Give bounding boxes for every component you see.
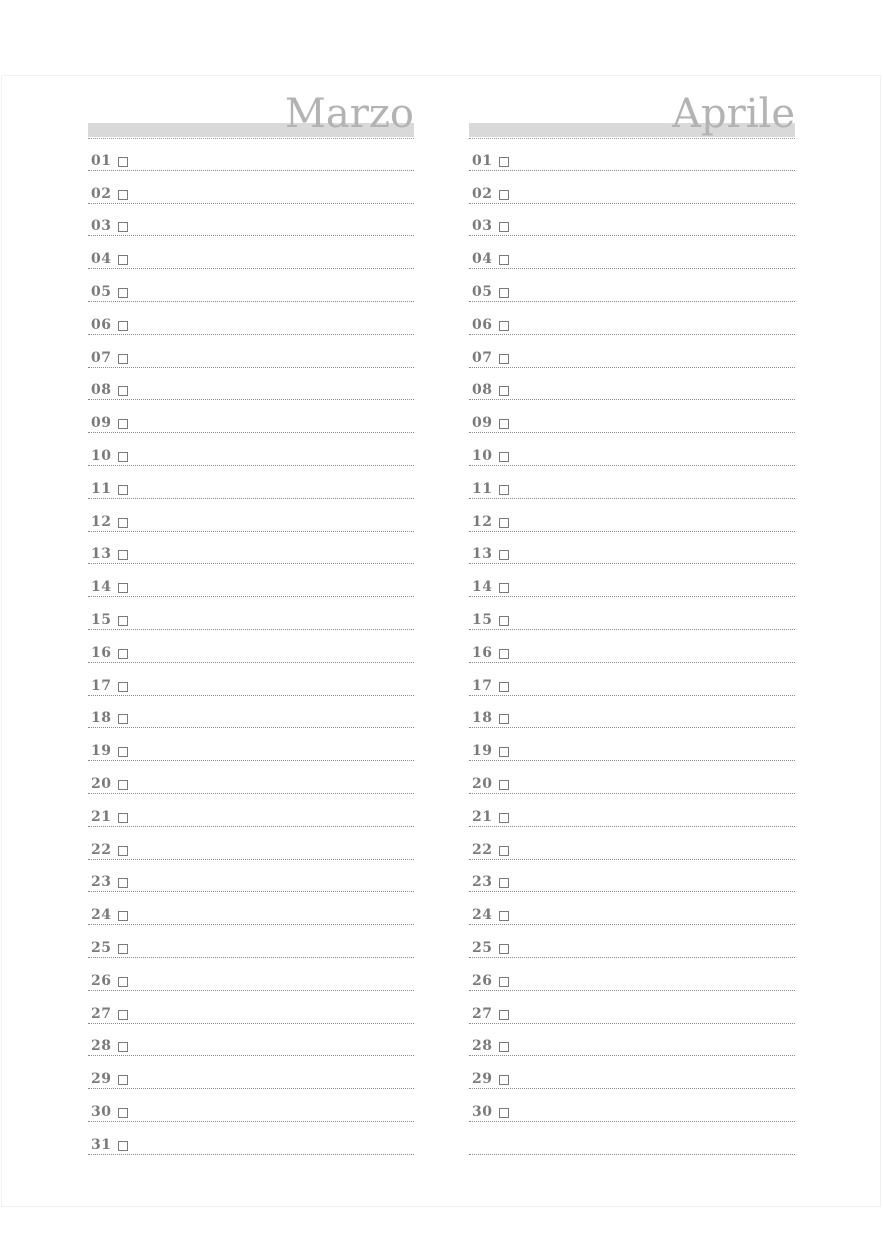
- day-checkbox[interactable]: [499, 583, 509, 593]
- day-checkbox[interactable]: [499, 452, 509, 462]
- day-row: [88, 991, 414, 1024]
- day-checkbox[interactable]: [118, 616, 128, 626]
- day-number: 11: [472, 480, 493, 497]
- day-row: [88, 597, 414, 630]
- day-row: [469, 696, 795, 729]
- day-number: 27: [472, 1005, 493, 1022]
- day-row: [469, 368, 795, 401]
- day-number: 13: [91, 546, 112, 563]
- day-number: 16: [91, 644, 112, 661]
- day-row: [469, 499, 795, 532]
- day-checkbox[interactable]: [499, 977, 509, 987]
- day-number: 19: [91, 743, 112, 760]
- day-checkbox[interactable]: [499, 780, 509, 790]
- day-checkbox[interactable]: [499, 911, 509, 921]
- day-row: [469, 204, 795, 237]
- day-row: [469, 991, 795, 1024]
- day-row: [88, 761, 414, 794]
- day-row: [469, 630, 795, 663]
- day-number: 21: [472, 808, 493, 825]
- day-checkbox[interactable]: [499, 321, 509, 331]
- day-row: [88, 728, 414, 761]
- day-checkbox[interactable]: [118, 649, 128, 659]
- day-row: [88, 204, 414, 237]
- day-row: [469, 925, 795, 958]
- day-checkbox[interactable]: [499, 255, 509, 265]
- day-checkbox[interactable]: [118, 1010, 128, 1020]
- empty-day-row: [469, 1122, 795, 1155]
- day-row: [469, 827, 795, 860]
- day-row: [469, 236, 795, 269]
- day-list: [88, 138, 414, 1155]
- day-number: 28: [472, 1038, 493, 1055]
- day-number: 27: [91, 1005, 112, 1022]
- day-number: 19: [472, 743, 493, 760]
- month-title: Marzo: [284, 91, 414, 137]
- day-number: 15: [91, 611, 112, 628]
- day-number: 26: [91, 972, 112, 989]
- day-checkbox[interactable]: [118, 518, 128, 528]
- day-row: [88, 860, 414, 893]
- day-row: [88, 499, 414, 532]
- day-number: 09: [472, 415, 493, 432]
- day-checkbox[interactable]: [499, 518, 509, 528]
- day-number: 17: [91, 677, 112, 694]
- day-number: 05: [472, 283, 493, 300]
- day-row: [469, 302, 795, 335]
- day-row: [88, 1024, 414, 1057]
- day-number: 20: [472, 775, 493, 792]
- month-header: [469, 75, 795, 138]
- day-checkbox[interactable]: [118, 452, 128, 462]
- day-checkbox[interactable]: [499, 354, 509, 364]
- day-row: [469, 269, 795, 302]
- day-row: [469, 564, 795, 597]
- day-number: 14: [472, 579, 493, 596]
- day-number: 23: [472, 874, 493, 891]
- day-number: 10: [91, 447, 112, 464]
- day-number: 06: [472, 316, 493, 333]
- day-checkbox[interactable]: [118, 157, 128, 167]
- day-row: [469, 433, 795, 466]
- day-row: [88, 335, 414, 368]
- day-number: 30: [91, 1103, 112, 1120]
- day-number: 18: [91, 710, 112, 727]
- day-checkbox[interactable]: [499, 190, 509, 200]
- day-checkbox[interactable]: [118, 747, 128, 757]
- day-row: [88, 433, 414, 466]
- day-checkbox[interactable]: [118, 222, 128, 232]
- day-checkbox[interactable]: [499, 386, 509, 396]
- day-row: [88, 1056, 414, 1089]
- day-row: [88, 892, 414, 925]
- day-row: [88, 269, 414, 302]
- day-row: [88, 138, 414, 171]
- day-number: 17: [472, 677, 493, 694]
- day-row: [88, 236, 414, 269]
- day-checkbox[interactable]: [499, 485, 509, 495]
- day-row: [469, 1024, 795, 1057]
- day-row: [469, 138, 795, 171]
- day-number: 25: [91, 939, 112, 956]
- day-row: [88, 630, 414, 663]
- day-row: [88, 925, 414, 958]
- day-number: 12: [472, 513, 493, 530]
- day-row: [469, 794, 795, 827]
- day-checkbox[interactable]: [118, 1075, 128, 1085]
- day-checkbox[interactable]: [118, 255, 128, 265]
- day-number: 03: [91, 218, 112, 235]
- day-number: 18: [472, 710, 493, 727]
- day-row: [469, 860, 795, 893]
- day-row: [88, 466, 414, 499]
- day-row: [469, 958, 795, 991]
- day-checkbox[interactable]: [118, 846, 128, 856]
- day-checkbox[interactable]: [118, 1141, 128, 1151]
- day-row: [469, 597, 795, 630]
- day-number: 31: [91, 1136, 112, 1153]
- day-row: [88, 368, 414, 401]
- day-row: [469, 663, 795, 696]
- day-number: 29: [91, 1071, 112, 1088]
- day-checkbox[interactable]: [499, 288, 509, 298]
- day-row: [88, 564, 414, 597]
- day-number: 30: [472, 1103, 493, 1120]
- day-checkbox[interactable]: [118, 485, 128, 495]
- day-checkbox[interactable]: [118, 911, 128, 921]
- day-row: [88, 302, 414, 335]
- day-number: 08: [91, 382, 112, 399]
- day-row: [469, 400, 795, 433]
- day-checkbox[interactable]: [118, 386, 128, 396]
- day-checkbox[interactable]: [118, 682, 128, 692]
- day-number: 22: [472, 841, 493, 858]
- day-number: 13: [472, 546, 493, 563]
- day-row: [88, 794, 414, 827]
- day-checkbox[interactable]: [499, 157, 509, 167]
- day-number: 11: [91, 480, 112, 497]
- day-checkbox[interactable]: [499, 1042, 509, 1052]
- day-checkbox[interactable]: [499, 714, 509, 724]
- day-row: [88, 532, 414, 565]
- day-number: 06: [91, 316, 112, 333]
- day-checkbox[interactable]: [118, 878, 128, 888]
- day-number: 21: [91, 808, 112, 825]
- day-checkbox[interactable]: [499, 649, 509, 659]
- day-number: 04: [472, 251, 493, 268]
- day-list: [469, 138, 795, 1155]
- day-checkbox[interactable]: [118, 321, 128, 331]
- day-checkbox[interactable]: [499, 682, 509, 692]
- day-number: 22: [91, 841, 112, 858]
- day-number: 03: [472, 218, 493, 235]
- day-checkbox[interactable]: [499, 419, 509, 429]
- month-title: Aprile: [672, 91, 795, 137]
- day-number: 24: [472, 907, 493, 924]
- day-number: 02: [91, 185, 112, 202]
- day-checkbox[interactable]: [499, 747, 509, 757]
- day-checkbox[interactable]: [499, 550, 509, 560]
- day-checkbox[interactable]: [499, 616, 509, 626]
- day-number: 02: [472, 185, 493, 202]
- day-checkbox[interactable]: [499, 944, 509, 954]
- day-number: 20: [91, 775, 112, 792]
- day-number: 05: [91, 283, 112, 300]
- day-number: 26: [472, 972, 493, 989]
- day-checkbox[interactable]: [118, 1042, 128, 1052]
- day-number: 24: [91, 907, 112, 924]
- day-row: [469, 1089, 795, 1122]
- day-checkbox[interactable]: [499, 1010, 509, 1020]
- day-checkbox[interactable]: [118, 190, 128, 200]
- day-checkbox[interactable]: [118, 944, 128, 954]
- day-number: 12: [91, 513, 112, 530]
- day-row: [88, 1122, 414, 1155]
- day-number: 10: [472, 447, 493, 464]
- day-row: [469, 1056, 795, 1089]
- day-checkbox[interactable]: [118, 714, 128, 724]
- day-checkbox[interactable]: [499, 846, 509, 856]
- month-column-april: [469, 75, 795, 1155]
- day-row: [469, 171, 795, 204]
- day-row: [469, 728, 795, 761]
- day-checkbox[interactable]: [499, 878, 509, 888]
- day-checkbox[interactable]: [499, 813, 509, 823]
- day-number: 04: [91, 251, 112, 268]
- day-checkbox[interactable]: [118, 354, 128, 364]
- day-number: 23: [91, 874, 112, 891]
- month-column-march: [88, 75, 414, 1155]
- day-checkbox[interactable]: [499, 222, 509, 232]
- day-number: 07: [472, 349, 493, 366]
- day-row: [88, 827, 414, 860]
- day-number: 08: [472, 382, 493, 399]
- day-checkbox[interactable]: [118, 780, 128, 790]
- day-row: [469, 761, 795, 794]
- day-row: [88, 1089, 414, 1122]
- day-row: [469, 532, 795, 565]
- day-row: [88, 171, 414, 204]
- day-number: 01: [91, 152, 112, 169]
- day-checkbox[interactable]: [499, 1108, 509, 1118]
- day-checkbox[interactable]: [118, 583, 128, 593]
- day-row: [469, 466, 795, 499]
- day-number: 01: [472, 152, 493, 169]
- day-row: [469, 892, 795, 925]
- day-number: 25: [472, 939, 493, 956]
- day-checkbox[interactable]: [118, 550, 128, 560]
- day-checkbox[interactable]: [118, 419, 128, 429]
- day-checkbox[interactable]: [118, 813, 128, 823]
- day-checkbox[interactable]: [118, 977, 128, 987]
- day-checkbox[interactable]: [118, 1108, 128, 1118]
- day-checkbox[interactable]: [118, 288, 128, 298]
- day-number: 29: [472, 1071, 493, 1088]
- day-row: [88, 400, 414, 433]
- day-row: [88, 696, 414, 729]
- day-number: 14: [91, 579, 112, 596]
- day-row: [88, 958, 414, 991]
- day-number: 09: [91, 415, 112, 432]
- day-number: 15: [472, 611, 493, 628]
- day-number: 28: [91, 1038, 112, 1055]
- day-row: [469, 335, 795, 368]
- day-number: 07: [91, 349, 112, 366]
- day-number: 16: [472, 644, 493, 661]
- day-checkbox[interactable]: [499, 1075, 509, 1085]
- month-header: [88, 75, 414, 138]
- day-row: [88, 663, 414, 696]
